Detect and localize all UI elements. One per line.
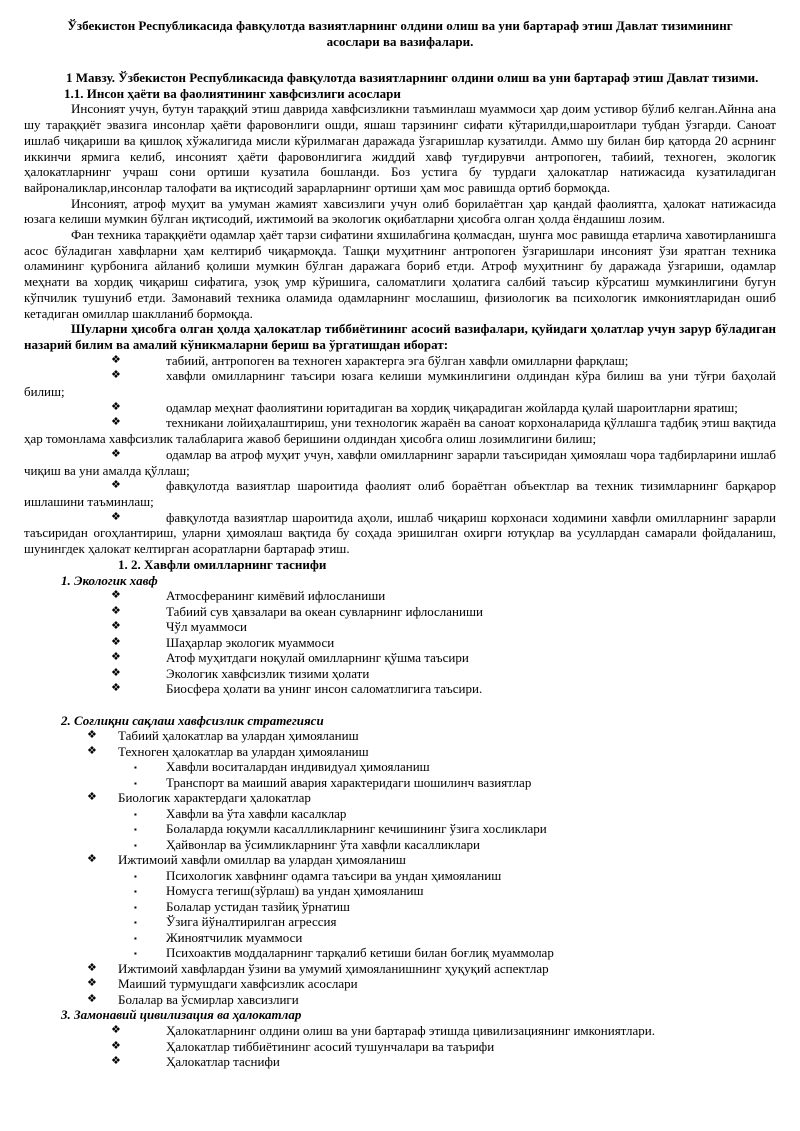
square-bullet-icon: ▪ [134, 840, 137, 850]
diamond-bullet-icon: ❖ [111, 682, 121, 695]
sub-list-item: ▪ Хавфли воситалардан индивидуал ҳимояланиш [134, 759, 430, 775]
civilization-list [24, 1023, 776, 1070]
diamond-bullet-icon: ❖ [111, 666, 121, 679]
subsection-heading-1-1: 1.1. Инсон ҳаёти ва фаолиятининг хавфсизлиги асослари [64, 85, 401, 101]
sub-list-item: ▪ Болалар устидан тазйиқ ўрнатиш [134, 898, 350, 914]
list-item: ❖ хавфли омилларнинг таъсири юзага келиши мумкинлигини олдиндан кўра билиш ва уни тўғри баҳолай билиш; [24, 368, 776, 400]
diamond-bullet-icon: ❖ [87, 744, 97, 757]
list-item: ❖ Маиший турмушдаги хавфсизлик асослари [87, 976, 358, 992]
square-bullet-icon: ▪ [134, 933, 137, 943]
diamond-bullet-icon: ❖ [87, 977, 97, 990]
diamond-bullet-icon: ❖ [111, 400, 121, 413]
diamond-bullet-icon: ❖ [111, 479, 121, 492]
sub-list-item: ▪ Болаларда юқумли касаллликларнинг кечишининг ўзига хосликлари [134, 821, 547, 837]
list-item: ❖ техникани лойиҳалаштириш, уни технологик жараён ва саноат корхоналарида қўллашга тадбиқ этиш вақтида ҳар томонлама хавфсизлик талабларига жавоб беришини олдиндан ҳисобга олиш лозимлигини билиш; [24, 415, 776, 447]
list-item: ❖ Биосфера ҳолати ва унинг инсон саломатлигига таъсири. [111, 681, 483, 697]
diamond-bullet-icon: ❖ [111, 1039, 121, 1052]
list-item: ❖ одамлар ва атроф муҳит учун, хавфли омилларнинг зарарли таъсиридан ҳимоялаш чора тадбирларини ишлаб чиқиш ва уни амалда қўллаш; [24, 446, 776, 478]
list-item: ❖ Ижтимоий хавфли омиллар ва улардан ҳимояланиш [87, 852, 406, 868]
list-item: ❖ Техноген ҳалокатлар ва улардан ҳимояланиш [87, 743, 369, 759]
ecology-heading: 1. Экологик хавф [61, 572, 158, 588]
diamond-bullet-icon: ❖ [111, 620, 121, 633]
sub-list-item: ▪ Номусга тегиш(зўрлаш) ва ундан ҳимояланиш [134, 883, 424, 899]
health-heading: 2. Соғлиқни сақлаш хавфсизлик стратегияси [61, 712, 324, 728]
list-item: ❖ Болалар ва ўсмирлар хавсизлиги [87, 991, 299, 1007]
square-bullet-icon: ▪ [134, 918, 137, 928]
diamond-bullet-icon: ❖ [111, 635, 121, 648]
list-item: ❖ Табиий ҳалокатлар ва улардан ҳимояланиш [87, 728, 359, 744]
list-item: ❖ Ҳалокатларнинг олдини олиш ва уни бартараф этишда цивилизациянинг имкониятлари. [111, 1023, 656, 1039]
sub-list-item: ▪ Психоактив моддаларнинг тарқалиб кетиши билан боғлиқ муаммолар [134, 945, 554, 961]
square-bullet-icon: ▪ [134, 949, 137, 959]
list-item: ❖ Атоф муҳитдаги ноқулай омилларнинг қўшма таъсири [111, 650, 469, 666]
list-item: ❖ Табиий сув ҳавзалари ва океан сувларнинг ифлосланиши [111, 603, 483, 619]
document-page [24, 18, 776, 1070]
list-item: ❖ табиий, антропоген ва техноген характерга эга бўлган хавфли омилларни фарқлаш; [111, 352, 629, 368]
diamond-bullet-icon: ❖ [87, 853, 97, 866]
diamond-bullet-icon: ❖ [111, 604, 121, 617]
square-bullet-icon: ▪ [134, 825, 137, 835]
square-bullet-icon: ▪ [134, 778, 137, 788]
list-item: ❖ Атмосферанинг кимёвий ифлосланиши [111, 588, 386, 604]
list-item: ❖ одамлар меҳнат фаолиятини юритадиган ва хордиқ чиқарадиган жойларда қулай шароитларни яратиш; [111, 399, 738, 415]
list-item: ❖ фавқулотда вазиятлар шароитида аҳоли, ишлаб чиқариш корхонаси ходимини хавфли омилларнинг зарарли таъсиридан огоҳлантириш, уларни ҳимоялаш вақтида бу соҳада эришилган охирги ютуқлар ва усуллардан самарали фойдаланиш, шунингдек ҳалокат келтирган асоратларни бартараф этиш. [24, 509, 776, 557]
ecology-list [24, 588, 776, 697]
diamond-bullet-icon: ❖ [87, 992, 97, 1005]
subsection-heading-1-2: 1. 2. Хавфли омилларнинг таснифи [118, 556, 327, 572]
health-list [24, 728, 776, 1007]
sub-list-item: ▪ Хавфли ва ўта хавфли касалклар [134, 805, 347, 821]
sub-list-item: ▪ Ўзига йўналтирилган агрессия [134, 914, 337, 930]
diamond-bullet-icon: ❖ [111, 447, 121, 460]
diamond-bullet-icon: ❖ [111, 1024, 121, 1037]
paragraph: Инсоният, атроф муҳит ва умуман жамият хавсизлиги учун олиб борилаётган ҳар қандай фаолиятга, ҳалокат натижасида юзага келиши мумкин бўлган иқтисодий, ижтимоий ва экологик оқибатларни ҳисобга олган ҳолда ёндашиш лозим. [24, 195, 776, 227]
square-bullet-icon: ▪ [134, 871, 137, 881]
list-item: ❖ Чўл муаммоси [111, 619, 248, 635]
sub-list-item: ▪ Жиноятчилик муаммоси [134, 929, 303, 945]
civilization-heading: 3. Замонавий цивилизация ва ҳалокатлар [61, 1007, 302, 1023]
sub-list-item: ▪ Психологик хавфнинг одамга таъсири ва ундан ҳимояланиш [134, 867, 502, 883]
list-item: ❖ Ҳалокатлар таснифи [111, 1054, 280, 1070]
diamond-bullet-icon: ❖ [87, 961, 97, 974]
list-item: ❖ Ҳалокатлар тиббиётининг асосий тушунчалари ва таърифи [111, 1038, 495, 1054]
paragraph: Фан техника тараққиёти одамлар ҳаёт тарзи сифатини яхшилабгина қолмасдан, шунга мос равишда етарлича хавотирланишга асос бўладиган хавфларни ҳам келтириб чиқармоқда. Ташқи муҳитнинг антропоген ўзгаришлари инсоният ўзи яратган техника оламининг қурбонига айланиб қолиши мумкин бўлган даражага бориб етди. Атроф муҳитнинг бу даражада ўзгариши, одамлар меҳнати ва хордиқ чиқариш сифатига, узоқ умр кўришига, саломатлиги ҳолатига салбий таъсир кўрсатиш мумкинлигини бугун кўпчилик тушуниб етди. Замонавий техника оламида одамларнинг мослашиш, физиологик ва психологик имкониятларидан ошиб кетадиган омиллар шаклланиб бормоқда. [24, 227, 776, 321]
diamond-bullet-icon: ❖ [111, 1055, 121, 1068]
square-bullet-icon: ▪ [134, 809, 137, 819]
diamond-bullet-icon: ❖ [111, 651, 121, 664]
diamond-bullet-icon: ❖ [111, 589, 121, 602]
diamond-bullet-icon: ❖ [111, 510, 121, 523]
tasks-list [24, 353, 776, 557]
diamond-bullet-icon: ❖ [87, 791, 97, 804]
list-item: ❖ Биологик характердаги ҳалокатлар [87, 790, 311, 806]
square-bullet-icon: ▪ [134, 902, 137, 912]
diamond-bullet-icon: ❖ [111, 416, 121, 429]
square-bullet-icon: ▪ [134, 887, 137, 897]
sub-list-item: ▪ Транспорт ва маиший авария характеридаги шошилинч вазиятлар [134, 774, 532, 790]
list-item: ❖ Шаҳарлар экологик муаммоси [111, 634, 335, 650]
square-bullet-icon: ▪ [134, 763, 137, 773]
tasks-intro: Шуларни ҳисобга олган ҳолда ҳалокатлар тиббиётининг асосий вазифалари, қуйидаги ҳолатлар учун зарур бўладиган назарий билим ва амалий кўникмаларни бериш ва ўргатишдан иборат: [24, 321, 776, 352]
document-title: Ўзбекистон Республикасида фавқулотда вазиятларнинг олдини олиш ва уни бартараф этиш Давлат тизимининг асослари ва вазифалари. [67, 18, 733, 49]
list-item: ❖ Экологик хавфсизлик тизими ҳолати [111, 665, 370, 681]
diamond-bullet-icon: ❖ [111, 369, 121, 382]
paragraph: Инсоният учун, бутун тараққий этиш даврида хавфсизликни таъминлаш муаммоси ҳар доим устивор бўлиб келган.Айнна ана шу тараққиёт эвазига инсонлар ҳаёти фаровонлиги ошди, яшаш тарзининг сифати кўтарилди,шароитлари тубдан ўзгарди. Саноат ишлаб чиқариши ва қишлоқ хўжалигида мисли кўрилмаган даражада ўзгаришлар кузатилди. Аммо шу билан бир қаторда 20 асрнинг иккинчи ярмига келиб, инсоният ҳаёти фаровонлигига жиддий хавф туғдирувчи антропоген, табиий, техноген, экологик ҳалокатларнинг учраш сони ортиши кузатила бошланди. Боз устига бу турдаги ҳалокатлар натижасида кузатиладиган вайроналиклар,инсонлар талофати ва иқтисодий зарарларнинг ортиши ҳам мос равишда ортиб бормоқда. [24, 101, 776, 195]
list-item: ❖ Ижтимоий хавфлардан ўзини ва умумий ҳимояланишнинг ҳуқуқий аспектлар [87, 960, 549, 976]
section-heading: 1 Мавзу. Ўзбекистон Республикасида фавқулотда вазиятларнинг олдини олиш ва уни бартараф этиш Давлат тизими. [66, 70, 759, 85]
sub-list-item: ▪ Ҳайвонлар ва ўсимликларнинг ўта хавфли касалликлари [134, 836, 480, 852]
diamond-bullet-icon: ❖ [87, 729, 97, 742]
diamond-bullet-icon: ❖ [111, 353, 121, 366]
list-item: ❖ фавқулотда вазиятлар шароитида фаолият олиб бораётган объектлар ва техник тизимларнинг барқарор ишлашини таъминлаш; [24, 478, 776, 509]
